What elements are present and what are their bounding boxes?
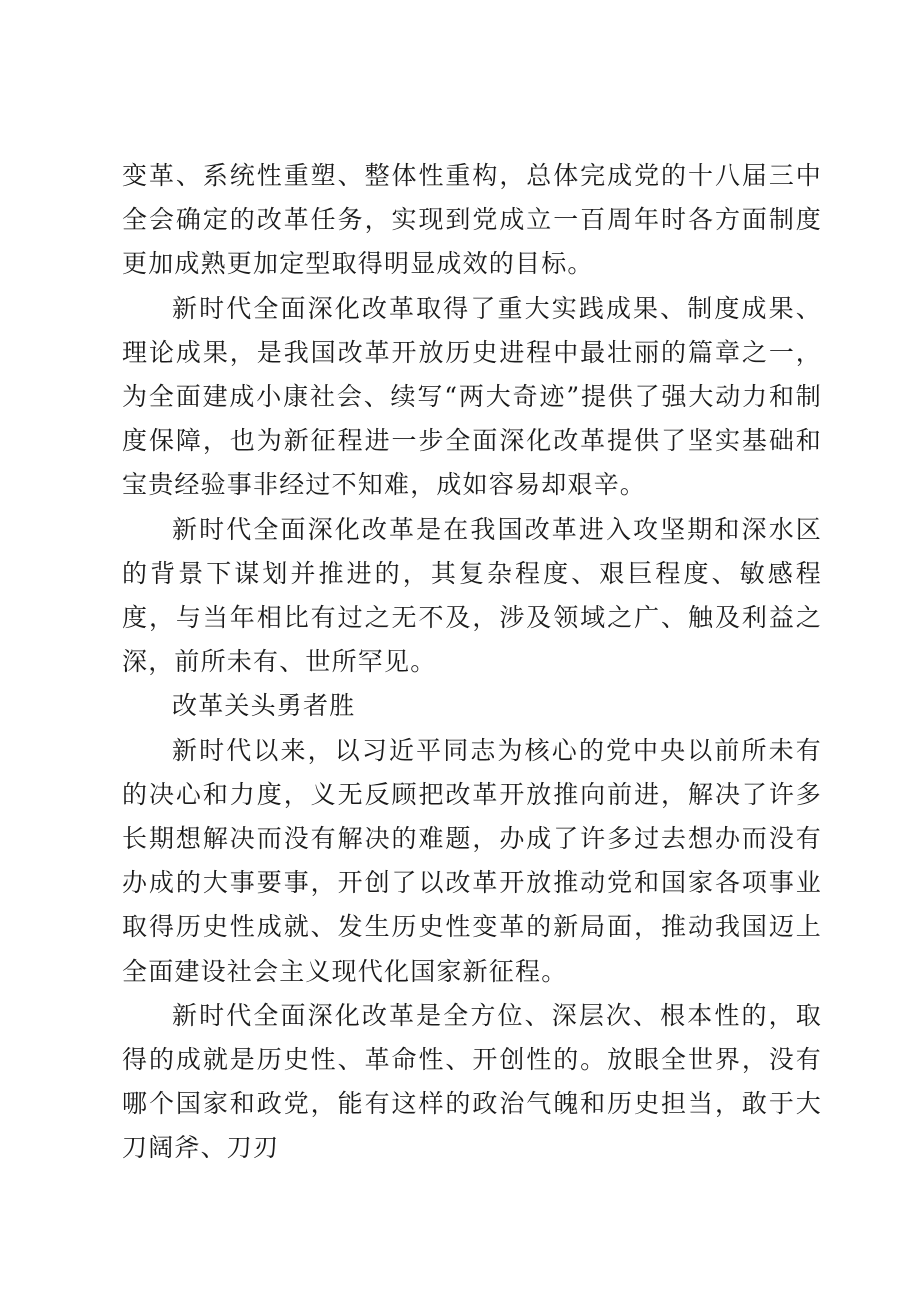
paragraph: 新时代全面深化改革是全方位、深层次、根本性的，取得的成就是历史性、革命性、开创性的。放眼全世界，没有哪个国家和政党，能有这样的政治气魄和历史担当，敢于大刀阔斧、刀刃 [122, 1000, 822, 1163]
section-heading: 改革关头勇者胜 [172, 691, 356, 721]
document-body [122, 154, 822, 1171]
paragraph-continuation: 变革、系统性重塑、整体性重构，总体完成党的十八届三中全会确定的改革任务，实现到党成立一百周年时各方面制度更加成熟更加定型取得明显成效的目标。 [122, 161, 822, 279]
paragraph: 新时代全面深化改革取得了重大实践成果、制度成果、理论成果，是我国改革开放历史进程中最壮丽的篇章之一，为全面建成小康社会、续写“两大奇迹”提供了强大动力和制度保障，也为新征程进一步全面深化改革提供了坚实基础和宝贵经验事非经过不知难，成如容易却艰辛。 [122, 293, 822, 500]
paragraph: 新时代以来，以习近平同志为核心的党中央以前所未有的决心和力度，义无反顾把改革开放推向前进，解决了许多长期想解决而没有解决的难题，办成了许多过去想办而没有办成的大事要事，开创了以改革开放推动党和国家各项事业取得历史性成就、发生历史性变革的新局面，推动我国迈上全面建设社会主义现代化国家新征程。 [122, 735, 822, 986]
paragraph: 新时代全面深化改革是在我国改革进入攻坚期和深水区的背景下谋划并推进的，其复杂程度、艰巨程度、敏感程度，与当年相比有过之无不及，涉及领域之广、触及利益之深，前所未有、世所罕见。 [122, 514, 822, 677]
